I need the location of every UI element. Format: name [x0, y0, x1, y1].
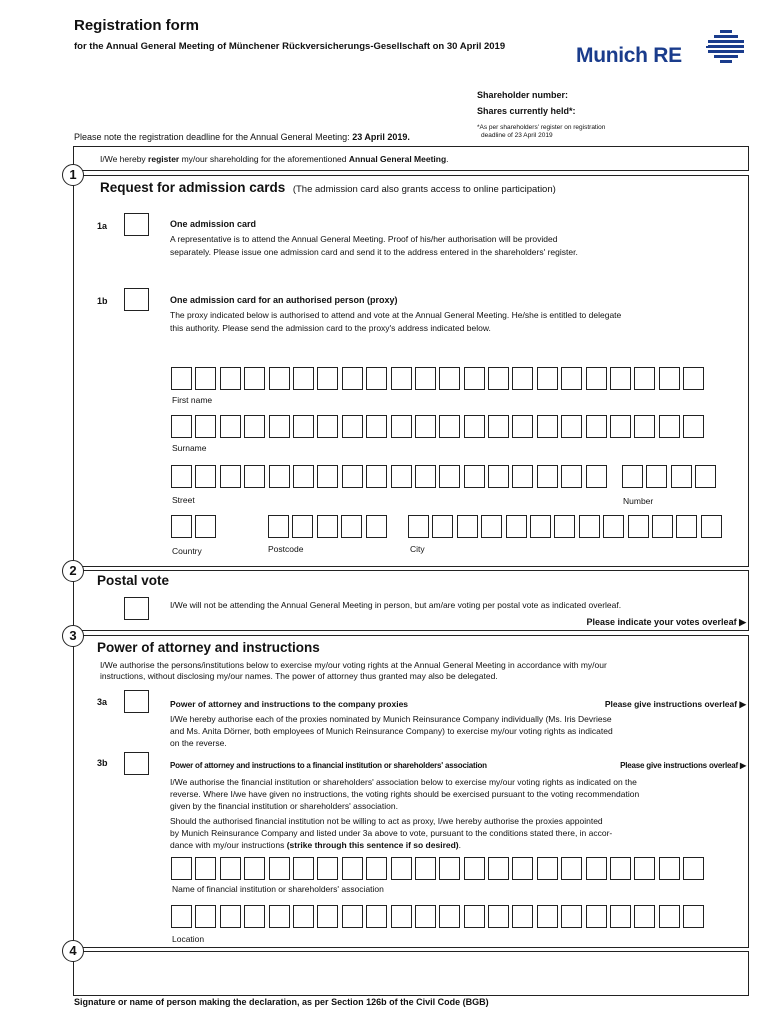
character-cell[interactable]	[561, 857, 582, 880]
street-field[interactable]	[171, 465, 607, 488]
character-cell[interactable]	[457, 515, 478, 538]
character-cell[interactable]	[537, 905, 558, 928]
character-cell[interactable]	[415, 465, 436, 488]
character-cell[interactable]	[317, 465, 338, 488]
city-field[interactable]	[408, 515, 722, 538]
character-cell[interactable]	[488, 465, 509, 488]
character-cell[interactable]	[317, 367, 338, 390]
character-cell[interactable]	[244, 415, 265, 438]
character-cell[interactable]	[391, 905, 412, 928]
section-1-number: 1	[62, 164, 84, 186]
signature-box[interactable]	[73, 951, 749, 996]
character-cell[interactable]	[488, 367, 509, 390]
character-cell[interactable]	[652, 515, 673, 538]
character-cell[interactable]	[269, 857, 290, 880]
character-cell[interactable]	[293, 905, 314, 928]
character-cell[interactable]	[317, 415, 338, 438]
country-field[interactable]	[171, 515, 216, 538]
form-subtitle: for the Annual General Meeting of Münchener Rückversicherungs-Gesellschaft on 30 April 2019	[74, 41, 506, 52]
character-cell[interactable]	[659, 367, 680, 390]
character-cell[interactable]	[537, 857, 558, 880]
checkbox-1b[interactable]	[124, 288, 149, 311]
character-cell[interactable]	[391, 857, 412, 880]
item-3a-line-3: on the reverse.	[170, 738, 227, 748]
character-cell[interactable]	[195, 905, 216, 928]
section-4-number: 4	[62, 940, 84, 962]
postcode-field[interactable]	[268, 515, 387, 538]
character-cell[interactable]	[293, 465, 314, 488]
character-cell[interactable]	[512, 415, 533, 438]
character-cell[interactable]	[464, 415, 485, 438]
item-1b-label: 1b	[97, 296, 108, 306]
character-cell[interactable]	[671, 465, 692, 488]
character-cell[interactable]	[220, 367, 241, 390]
item-1a-line-1: A representative is to attend the Annual General Meeting. Proof of his/her authorisation will be provided	[170, 234, 558, 244]
character-cell[interactable]	[676, 515, 697, 538]
item-1a-label: 1a	[97, 221, 108, 231]
institution-name-label: Name of financial institution or shareholders' association	[172, 884, 384, 894]
character-cell[interactable]	[512, 857, 533, 880]
character-cell[interactable]	[195, 367, 216, 390]
character-cell[interactable]	[415, 905, 436, 928]
first-name-label: First name	[172, 395, 213, 405]
character-cell[interactable]	[561, 415, 582, 438]
character-cell[interactable]	[391, 465, 412, 488]
section-1-title: Request for admission cards (The admission card also grants access to online participation)	[100, 180, 556, 195]
character-cell[interactable]	[561, 465, 582, 488]
character-cell[interactable]	[561, 367, 582, 390]
munich-re-logo-icon	[706, 30, 746, 71]
character-cell[interactable]	[512, 465, 533, 488]
character-cell[interactable]	[439, 905, 460, 928]
section-3-number: 3	[62, 625, 84, 647]
character-cell[interactable]	[391, 367, 412, 390]
character-cell[interactable]	[464, 367, 485, 390]
surname-field[interactable]	[171, 415, 704, 438]
character-cell[interactable]	[269, 465, 290, 488]
checkbox-3b[interactable]	[124, 752, 149, 775]
character-cell[interactable]	[342, 465, 363, 488]
character-cell[interactable]	[171, 905, 192, 928]
character-cell[interactable]	[488, 857, 509, 880]
character-cell[interactable]	[244, 465, 265, 488]
item-3a-label: 3a	[97, 697, 108, 707]
character-cell[interactable]	[464, 905, 485, 928]
character-cell[interactable]	[171, 415, 192, 438]
character-cell[interactable]	[171, 367, 192, 390]
character-cell[interactable]	[366, 515, 387, 538]
shares-held-label: Shares currently held*:	[477, 106, 576, 116]
character-cell[interactable]	[610, 415, 631, 438]
postal-votes-overleaf-note: Please indicate your votes overleaf ▶	[586, 617, 746, 627]
item-3b-line-3: given by the financial institution or shareholders' association.	[170, 801, 398, 811]
character-cell[interactable]	[554, 515, 575, 538]
item-3b-line-1: I/We authorise the financial institution or shareholders' association below to exercise my/our voting rights as indicated on the	[170, 777, 637, 787]
character-cell[interactable]	[342, 415, 363, 438]
checkbox-1a[interactable]	[124, 213, 149, 236]
character-cell[interactable]	[220, 905, 241, 928]
character-cell[interactable]	[439, 857, 460, 880]
item-3b-line-2: reverse. Where I/we have given no instructions, the voting rights should be exercised pursuant to the voting recommendation	[170, 789, 640, 799]
character-cell[interactable]	[293, 367, 314, 390]
character-cell[interactable]	[586, 415, 607, 438]
character-cell[interactable]	[195, 857, 216, 880]
item-1a-line-2: separately. Please issue one admission card and send it to the address entered in the shareholders' register.	[170, 247, 578, 257]
footnote-line-2: deadline of 23 April 2019	[481, 132, 553, 139]
character-cell[interactable]	[481, 515, 502, 538]
character-cell[interactable]	[634, 415, 655, 438]
character-cell[interactable]	[366, 415, 387, 438]
section-3-title: Power of attorney and instructions	[97, 640, 320, 655]
character-cell[interactable]	[646, 465, 667, 488]
character-cell[interactable]	[171, 515, 192, 538]
character-cell[interactable]	[512, 905, 533, 928]
character-cell[interactable]	[317, 857, 338, 880]
character-cell[interactable]	[244, 857, 265, 880]
character-cell[interactable]	[622, 465, 643, 488]
character-cell[interactable]	[439, 415, 460, 438]
character-cell[interactable]	[408, 515, 429, 538]
character-cell[interactable]	[439, 465, 460, 488]
signature-label: Signature or name of person making the declaration, as per Section 126b of the Civil Code (BGB)	[74, 997, 489, 1007]
logo-text: Munich RE	[576, 44, 682, 67]
character-cell[interactable]	[195, 465, 216, 488]
country-label: Country	[172, 546, 202, 556]
character-cell[interactable]	[659, 415, 680, 438]
character-cell[interactable]	[586, 367, 607, 390]
character-cell[interactable]	[292, 515, 313, 538]
footnote-line-1: *As per shareholders' register on registration	[477, 124, 606, 131]
character-cell[interactable]	[269, 415, 290, 438]
character-cell[interactable]	[341, 515, 362, 538]
character-cell[interactable]	[220, 415, 241, 438]
character-cell[interactable]	[659, 857, 680, 880]
number-label: Number	[623, 496, 654, 506]
character-cell[interactable]	[220, 857, 241, 880]
character-cell[interactable]	[464, 465, 485, 488]
character-cell[interactable]	[634, 367, 655, 390]
character-cell[interactable]	[268, 515, 289, 538]
institution-name-field[interactable]	[171, 857, 704, 880]
character-cell[interactable]	[586, 905, 607, 928]
character-cell[interactable]	[269, 367, 290, 390]
character-cell[interactable]	[530, 515, 551, 538]
character-cell[interactable]	[610, 905, 631, 928]
character-cell[interactable]	[366, 857, 387, 880]
character-cell[interactable]	[171, 857, 192, 880]
character-cell[interactable]	[628, 515, 649, 538]
character-cell[interactable]	[610, 857, 631, 880]
character-cell[interactable]	[586, 465, 607, 488]
character-cell[interactable]	[244, 905, 265, 928]
character-cell[interactable]	[506, 515, 527, 538]
character-cell[interactable]	[220, 465, 241, 488]
character-cell[interactable]	[415, 367, 436, 390]
character-cell[interactable]	[683, 905, 704, 928]
character-cell[interactable]	[683, 415, 704, 438]
postal-vote-text: I/We will not be attending the Annual General Meeting in person, but am/are voting per postal vote as indicated overleaf.	[170, 600, 622, 610]
character-cell[interactable]	[244, 367, 265, 390]
character-cell[interactable]	[415, 857, 436, 880]
character-cell[interactable]	[366, 465, 387, 488]
character-cell[interactable]	[342, 905, 363, 928]
item-3a-line-2: and Ms. Anita Dörner, both employees of Munich Reinsurance Company) to exercise my/our voting rights as indicated	[170, 726, 613, 736]
character-cell[interactable]	[439, 367, 460, 390]
first-name-field[interactable]	[171, 367, 704, 390]
item-3a-line-1: I/We hereby authorise each of the proxies nominated by Munich Reinsurance Company individually (Ms. Iris Devriese	[170, 714, 612, 724]
intro-text: I/We hereby register my/our shareholding for the aforementioned Annual General Meeting.	[100, 154, 449, 164]
character-cell[interactable]	[317, 515, 338, 538]
character-cell[interactable]	[701, 515, 722, 538]
character-cell[interactable]	[659, 905, 680, 928]
deadline-note: Please note the registration deadline for the Annual General Meeting: 23 April 2019.	[74, 132, 410, 142]
character-cell[interactable]	[269, 905, 290, 928]
character-cell[interactable]	[293, 415, 314, 438]
character-cell[interactable]	[579, 515, 600, 538]
character-cell[interactable]	[432, 515, 453, 538]
character-cell[interactable]	[366, 905, 387, 928]
section-2-number: 2	[62, 560, 84, 582]
surname-label: Surname	[172, 443, 207, 453]
character-cell[interactable]	[683, 367, 704, 390]
character-cell[interactable]	[695, 465, 716, 488]
item-3b-line-6: dance with my/our instructions (strike through this sentence if so desired).	[170, 840, 461, 850]
location-label: Location	[172, 934, 205, 944]
character-cell[interactable]	[342, 857, 363, 880]
character-cell[interactable]	[464, 857, 485, 880]
location-field[interactable]	[171, 905, 704, 928]
city-label: City	[410, 544, 425, 554]
form-title: Registration form	[74, 17, 200, 34]
character-cell[interactable]	[415, 415, 436, 438]
item-1b-line-2: this authority. Please send the admission card to the proxy's address indicated below.	[170, 323, 491, 333]
character-cell[interactable]	[603, 515, 624, 538]
character-cell[interactable]	[634, 857, 655, 880]
item-3b-line-5: by Munich Reinsurance Company and listed under 3a above to vote, pursuant to the conditions stated there, in accor-	[170, 828, 613, 838]
item-1a-heading: One admission card	[170, 219, 257, 229]
character-cell[interactable]	[586, 857, 607, 880]
item-1b-line-1: The proxy indicated below is authorised to attend and vote at the Annual General Meeting. He/she is entitled to delegate	[170, 310, 622, 320]
character-cell[interactable]	[488, 905, 509, 928]
character-cell[interactable]	[512, 367, 533, 390]
shareholder-number-label: Shareholder number:	[477, 90, 569, 100]
item-3a-heading: Power of attorney and instructions to the company proxies	[170, 699, 409, 709]
checkbox-postal-vote[interactable]	[124, 597, 149, 620]
character-cell[interactable]	[537, 415, 558, 438]
character-cell[interactable]	[683, 857, 704, 880]
item-3b-instructions-note: Please give instructions overleaf ▶	[620, 761, 746, 770]
character-cell[interactable]	[293, 857, 314, 880]
character-cell[interactable]	[195, 515, 216, 538]
character-cell[interactable]	[391, 415, 412, 438]
item-3b-heading: Power of attorney and instructions to a financial institution or shareholders' association	[170, 761, 487, 770]
character-cell[interactable]	[342, 367, 363, 390]
character-cell[interactable]	[634, 905, 655, 928]
postcode-label: Postcode	[268, 544, 304, 554]
character-cell[interactable]	[195, 415, 216, 438]
number-field[interactable]	[622, 465, 716, 488]
character-cell[interactable]	[537, 465, 558, 488]
character-cell[interactable]	[537, 367, 558, 390]
character-cell[interactable]	[610, 367, 631, 390]
item-3b-label: 3b	[97, 758, 108, 768]
character-cell[interactable]	[171, 465, 192, 488]
item-3a-instructions-note: Please give instructions overleaf ▶	[604, 699, 746, 709]
checkbox-3a[interactable]	[124, 690, 149, 713]
item-1b-heading: One admission card for an authorised person (proxy)	[170, 295, 398, 305]
character-cell[interactable]	[488, 415, 509, 438]
character-cell[interactable]	[317, 905, 338, 928]
section-2-title: Postal vote	[97, 573, 170, 588]
street-label: Street	[172, 495, 195, 505]
section-3-intro-line-1: I/We authorise the persons/institutions below to exercise my/our voting rights at the Annual General Meeting in accordance with my/our	[100, 660, 607, 670]
item-3b-line-4: Should the authorised financial institution not be willing to act as proxy, I/we hereby authorise the proxies appointed	[170, 816, 603, 826]
character-cell[interactable]	[561, 905, 582, 928]
section-3-intro-line-2: instructions, without disclosing my/our names. The power of attorney thus granted may also be delegated.	[100, 671, 498, 681]
character-cell[interactable]	[366, 367, 387, 390]
